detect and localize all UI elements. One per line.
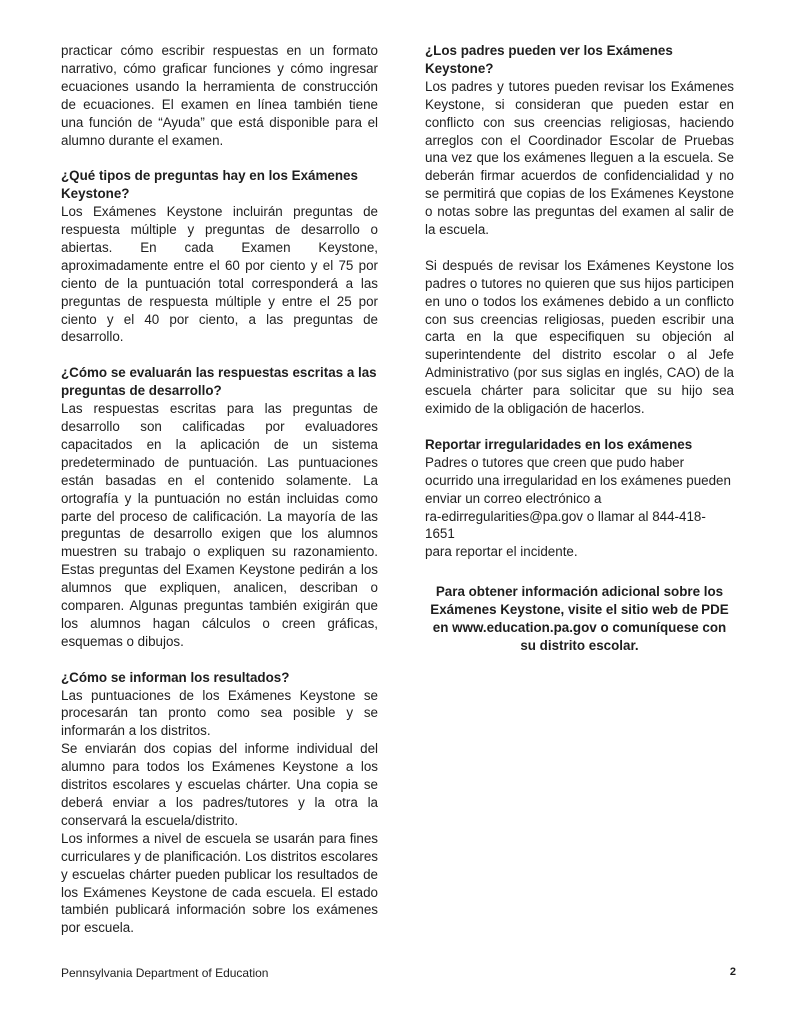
email-link[interactable]: ra-edirregularities@pa.gov xyxy=(425,508,583,524)
section-paragraph: Los padres y tutores pueden revisar los Exámenes Keystone, si consideran que pueden estar en conflicto con sus creencias religiosas, haciendo arreglos con el Coordinador Escolar de Pruebas una vez que los exámenes lleguen a la escuela. Se deberán firmar acuerdos de confidencialidad y no se permitirá que copias de los Exámenes Keystone o notas sobre las preguntas del examen al salir de la escuela. xyxy=(425,78,734,238)
section-heading: ¿Qué tipos de preguntas hay en los Exámenes Keystone? xyxy=(61,168,358,202)
section-written-responses xyxy=(61,364,378,651)
callout-text: Para obtener información adicional sobre los Exámenes Keystone, visite el sitio web de PDE en xyxy=(430,584,729,636)
section-paragraph: Las respuestas escritas para las preguntas de desarrollo son calificadas por evaluadores capacitados en la aplicación de un sistema predeterminado de puntuación. Las puntuaciones están basadas en el contenido solamente. La ortografía y la puntuación no están incluidas como parte del proceso de calificación. La mayoría de las preguntas de desarrollo exigen que los alumnos muestren su trabajo o expliquen su razonamiento. Estas preguntas del Examen Keystone pedirán a los alumnos que expliquen, analicen, describan o comparen. Algunas preguntas también exigirán que los alumnos hagan cálculos o creen gráficas, esquemas o dibujos. xyxy=(61,401,378,649)
website-link[interactable]: www.education.pa.gov xyxy=(452,620,597,636)
section-report-irregularities xyxy=(425,436,734,561)
more-info-callout xyxy=(425,583,734,655)
callout-text-end: o comuníquese con su distrito escolar. xyxy=(520,620,727,653)
section-parents-review xyxy=(425,42,734,239)
page-footer xyxy=(61,966,736,980)
irregularities-text: Padres o tutores que creen que pudo haber ocurrido una irregularidad en los exámenes pueden enviar un correo electrónico a xyxy=(425,454,731,506)
left-column xyxy=(61,42,378,955)
right-column xyxy=(425,42,734,668)
section-paragraph: Se enviarán dos copias del informe individual del alumno para todos los Exámenes Keystone a los distritos escolares y escuelas chárter. Una copia se deberá enviar a los padres/tutores y la otra la conservará la escuela/distrito. xyxy=(61,741,378,828)
section-heading: Reportar irregularidades en los exámenes xyxy=(425,436,693,452)
section-paragraph xyxy=(425,454,734,561)
section-heading: ¿Los padres pueden ver los Exámenes Keystone? xyxy=(425,43,673,76)
intro-paragraph: practicar cómo escribir respuestas en un formato narrativo, cómo graficar funciones y cómo ingresar ecuaciones usando la herramienta de construcción de ecuaciones. El examen en línea también tiene una función de “Ayuda” que está disponible para el alumno durante el examen. xyxy=(61,43,378,148)
section-religious-objection xyxy=(425,257,734,418)
closing-text: para reportar el incidente. xyxy=(425,544,578,560)
section-question-types xyxy=(61,167,378,346)
footer-organization: Pennsylvania Department of Education xyxy=(61,966,269,980)
phone-number[interactable]: 844-418-1651 xyxy=(425,508,706,542)
page-number: 2 xyxy=(729,966,736,978)
section-results-reporting xyxy=(61,669,378,938)
section-paragraph: Los Exámenes Keystone incluirán preguntas de respuesta múltiple y preguntas de desarrollo o abiertas. En cada Examen Keystone, aproximadamente entre el 60 por ciento y el 75 por ciento de la puntuación total corresponderá a las preguntas de respuesta múltiple y entre el 25 por ciento y el 40 por ciento, a las preguntas de desarrollo. xyxy=(61,204,378,345)
intro-section xyxy=(61,42,378,149)
section-heading: ¿Cómo se evaluarán las respuestas escritas a las preguntas de desarrollo? xyxy=(61,365,377,399)
section-heading: ¿Cómo se informan los resultados? xyxy=(61,669,290,685)
section-paragraph: Las puntuaciones de los Exámenes Keystone se procesarán tan pronto como sea posible y se informarán a los distritos. xyxy=(61,687,378,739)
phone-prefix: o llamar al xyxy=(583,508,653,524)
section-paragraph: Si después de revisar los Exámenes Keystone los padres o tutores no quieren que sus hijos participen en uno o todos los exámenes debido a un conflicto con sus creencias religiosas, pueden escribir una carta en la que especifiquen su objeción al superintendente del distrito escolar o al Jefe Administrativo (por sus siglas en inglés, CAO) de la escuela chárter para solicitar que su hijo sea eximido de la obligación de hacerlos. xyxy=(425,257,734,417)
section-paragraph: Los informes a nivel de escuela se usarán para fines curriculares y de planificación. Los distritos escolares y escuelas chárter pueden publicar los resultados de los Exámenes Keystone de cada escuela. El estado también publicará información sobre los exámenes por escuela. xyxy=(61,830,378,936)
